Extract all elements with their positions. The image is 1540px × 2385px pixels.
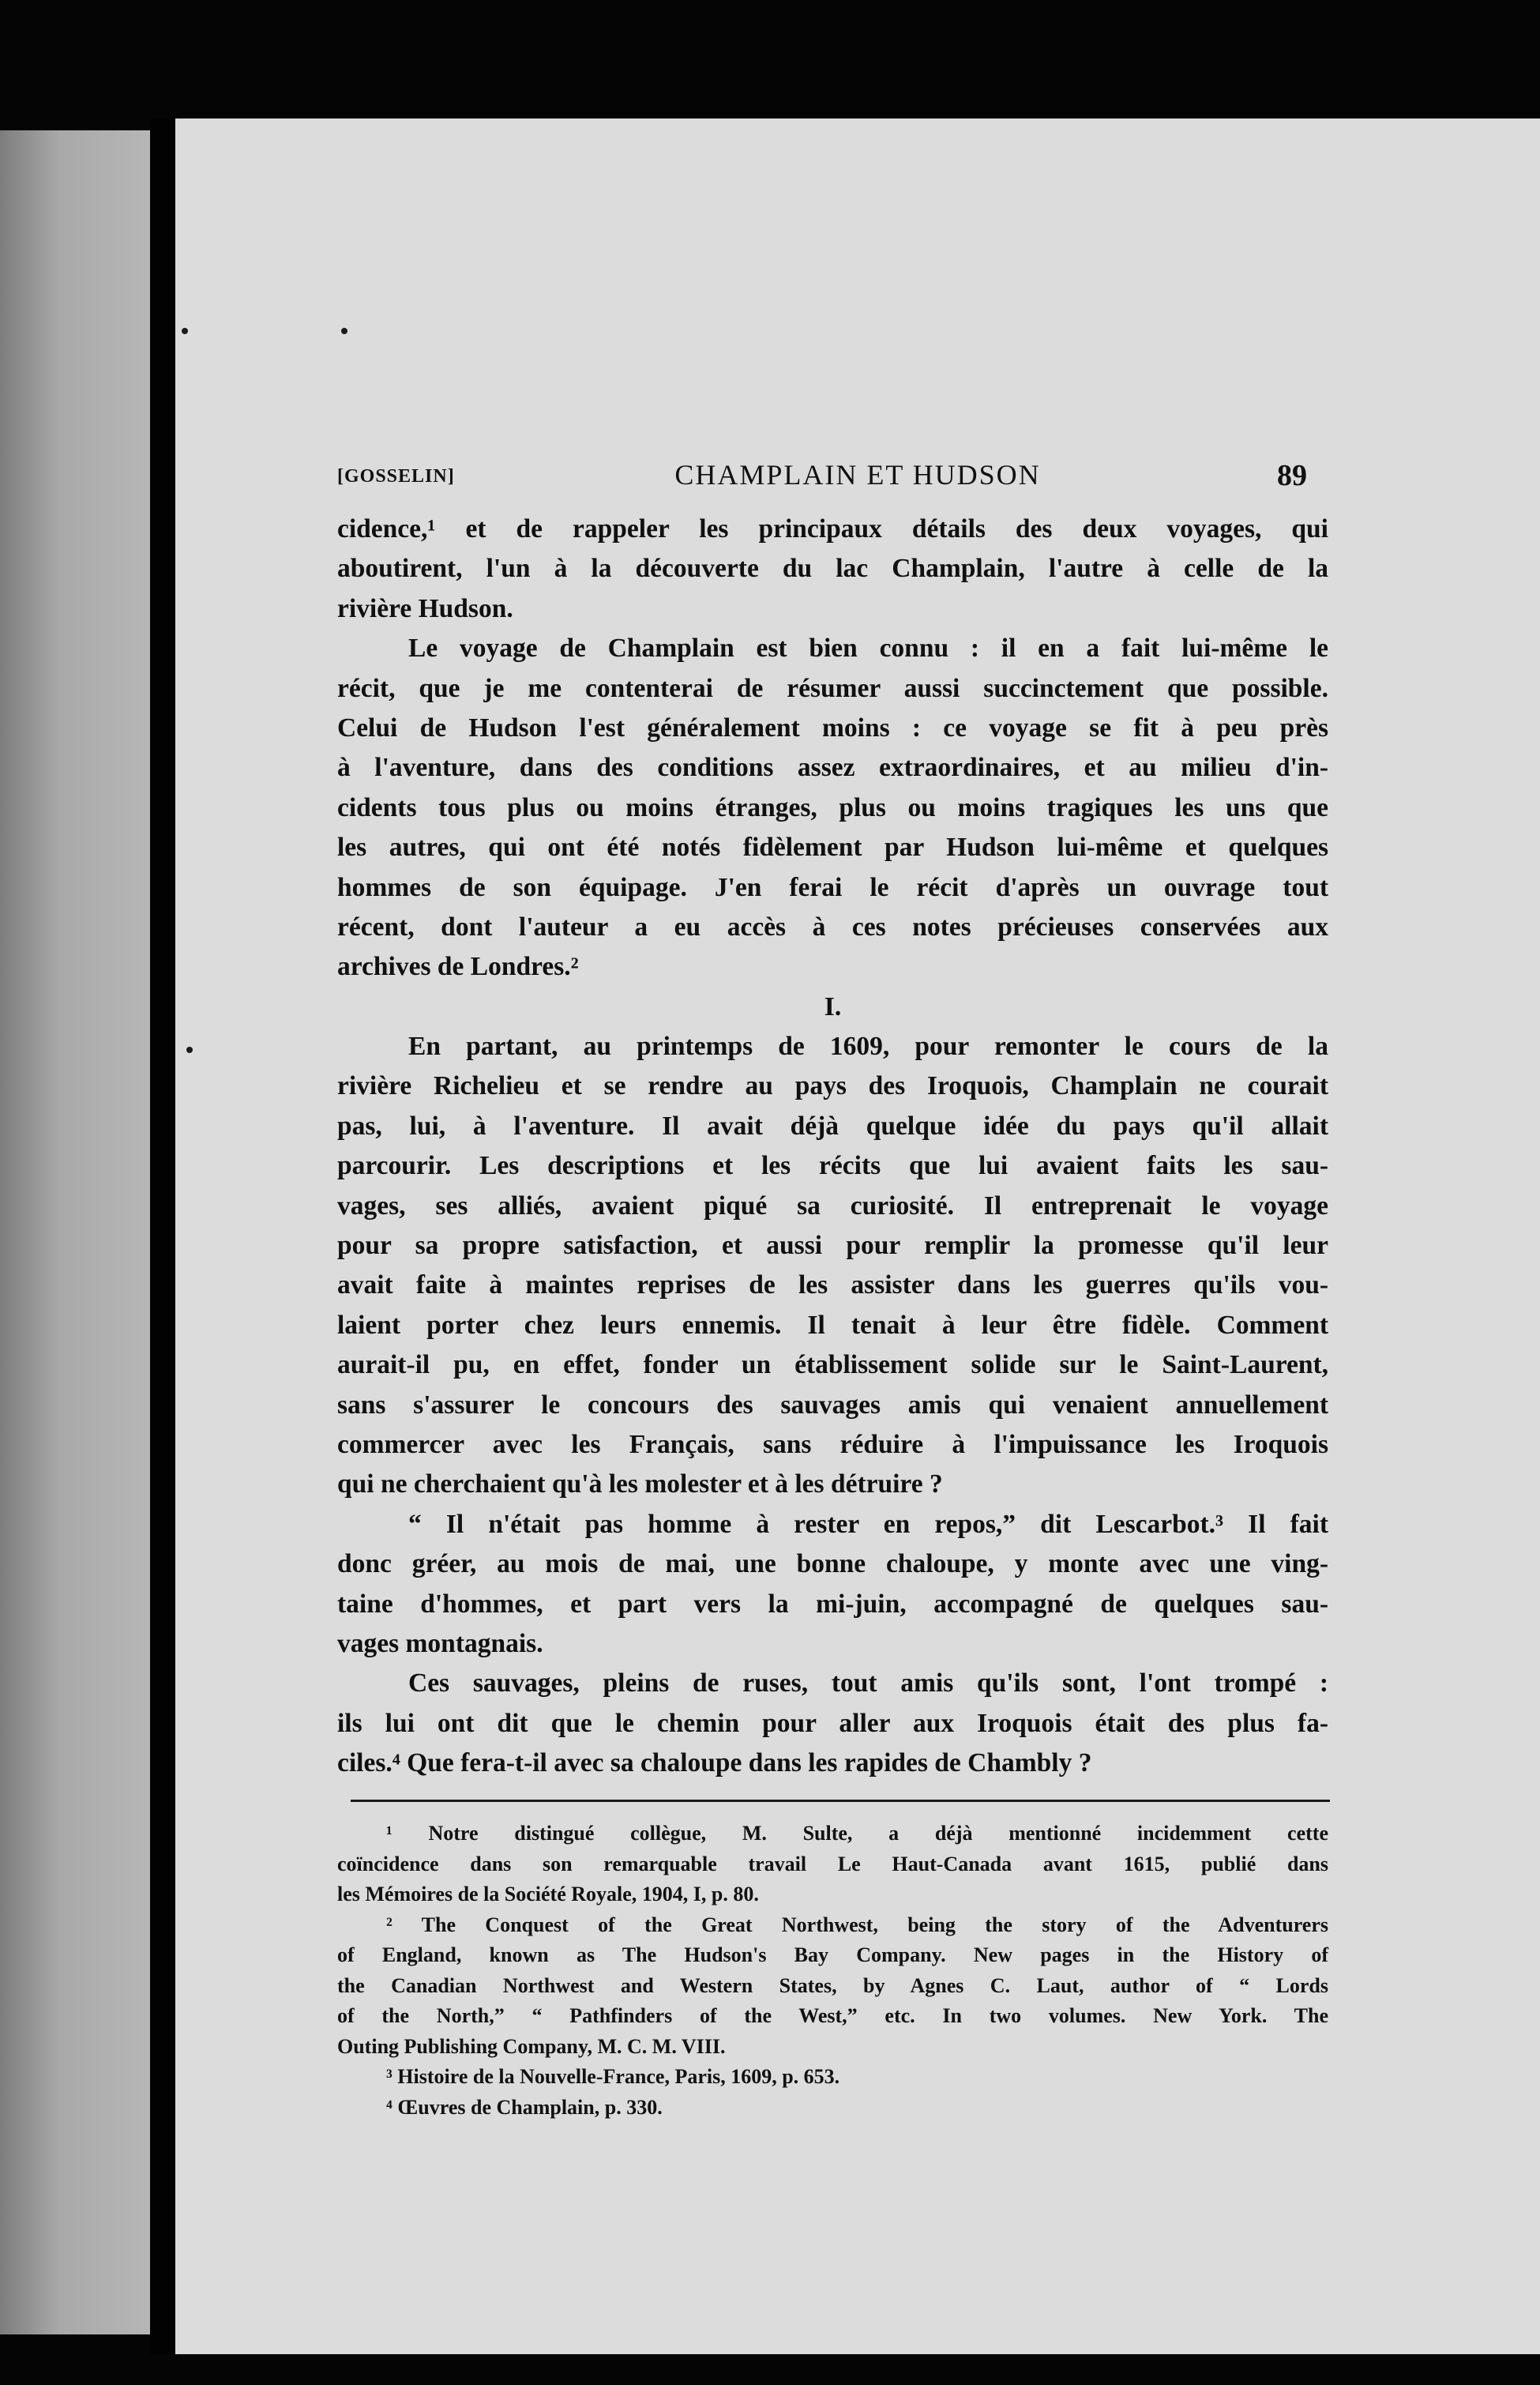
text-line: I. — [824, 991, 842, 1021]
header-title: CHAMPLAIN ET HUDSON — [674, 459, 1041, 491]
text-line: En partant, au printemps de 1609, pour remonter le cours de la — [408, 1032, 1328, 1062]
text-line: vages, ses alliés, avaient piqué sa curiosité. Il entreprenait le voyage — [337, 1191, 1328, 1221]
text-line: récent, dont l'auteur a eu accès à ces notes précieuses conservées aux — [337, 912, 1328, 942]
speck-1 — [341, 328, 347, 334]
footnote-line: of England, known as The Hudson's Bay Company. New pages in the History of — [337, 1943, 1328, 1966]
footnote-line: les Mémoires de la Société Royale, 1904, I, p. 80. — [337, 1883, 759, 1905]
text-line: cidents tous plus ou moins étranges, plus ou moins tragiques les uns que — [337, 792, 1328, 822]
footnote-line: ² The Conquest of the Great Northwest, being the story of the Adventurers — [386, 1913, 1328, 1936]
text-line: à l'aventure, dans des conditions assez extraordinaires, et au milieu d'in- — [337, 753, 1328, 783]
text-line: pour sa propre satisfaction, et aussi pour remplir la promesse qu'il leur — [337, 1231, 1328, 1261]
text-line: donc gréer, au mois de mai, une bonne chaloupe, y monte avec une ving- — [337, 1549, 1328, 1579]
header-author: [GOSSELIN] — [337, 466, 455, 487]
text-line: Celui de Hudson l'est généralement moins : ce voyage se fit à peu près — [337, 713, 1328, 743]
page-number: 89 — [1277, 459, 1307, 492]
text-line: rivière Hudson. — [337, 593, 513, 623]
footnote-line: coïncidence dans son remarquable travail Le Haut-Canada avant 1615, publié dans — [337, 1852, 1328, 1875]
footnote-line: ³ Histoire de la Nouvelle-France, Paris, 1609, p. 653. — [386, 2065, 840, 2088]
footnote-line: ¹ Notre distingué collègue, M. Sulte, a déjà mentionné incidemment cette — [386, 1822, 1328, 1845]
text-line: avait faite à maintes reprises de les assister dans les guerres qu'ils vou- — [337, 1270, 1328, 1300]
facing-page-edge — [0, 130, 150, 2334]
text-line: ils lui ont dit que le chemin pour aller aux Iroquois était des plus fa- — [337, 1708, 1328, 1738]
footnote-line: of the North,” “ Pathfinders of the West,” etc. In two volumes. New York. The — [337, 2004, 1328, 2027]
speck-2 — [182, 328, 188, 334]
text-line: aurait-il pu, en effet, fonder un établissement solide sur le Saint-Laurent, — [337, 1350, 1328, 1380]
footnote-line: ⁴ Œuvres de Champlain, p. 330. — [386, 2095, 663, 2119]
text-line: parcourir. Les descriptions et les récits que lui avaient faits les sau- — [337, 1151, 1328, 1181]
footnote-line: the Canadian Northwest and Western States, by Agnes C. Laut, author of “ Lords — [337, 1973, 1328, 1997]
text-line: archives de Londres.² — [337, 952, 579, 982]
book-page — [175, 118, 1540, 2354]
text-line: sans s'assurer le concours des sauvages amis qui venaient annuellement — [337, 1390, 1328, 1420]
gutter-shadow — [150, 118, 175, 2354]
footnote-rule — [351, 1800, 1330, 1802]
text-line: “ Il n'était pas homme à rester en repos,” dit Lescarbot.³ Il fait — [408, 1509, 1328, 1539]
text-line: les autres, qui ont été notés fidèlement par Hudson lui-même et quelques — [337, 833, 1328, 863]
text-line: cidence,¹ et de rappeler les principaux détails des deux voyages, qui — [337, 514, 1328, 544]
text-line: commercer avec les Français, sans réduire à l'impuissance les Iroquois — [337, 1429, 1328, 1459]
text-line: qui ne cherchaient qu'à les molester et à les détruire ? — [337, 1469, 943, 1499]
text-line: pas, lui, à l'aventure. Il avait déjà quelque idée du pays qu'il allait — [337, 1111, 1328, 1141]
text-line: Ces sauvages, pleins de ruses, tout amis qu'ils sont, l'ont trompé : — [408, 1668, 1328, 1698]
speck-3 — [186, 1047, 193, 1053]
text-line: vages montagnais. — [337, 1628, 543, 1658]
text-line: aboutirent, l'un à la découverte du lac Champlain, l'autre à celle de la — [337, 554, 1328, 584]
footnotes — [337, 1819, 1328, 2123]
text-line: ciles.⁴ Que fera-t-il avec sa chaloupe dans les rapides de Chambly ? — [337, 1748, 1092, 1778]
text-line: hommes de son équipage. J'en ferai le récit d'après un ouvrage tout — [337, 872, 1328, 902]
footnote-line: Outing Publishing Company, M. C. M. VIII. — [337, 2034, 726, 2058]
text-line: récit, que je me contenterai de résumer aussi succinctement que possible. — [337, 673, 1328, 703]
body-text — [337, 510, 1328, 1784]
running-header — [175, 458, 1540, 498]
text-line: rivière Richelieu et se rendre au pays des Iroquois, Champlain ne courait — [337, 1071, 1328, 1101]
text-line: Le voyage de Champlain est bien connu : il en a fait lui-même le — [408, 634, 1328, 664]
text-line: laient porter chez leurs ennemis. Il tenait à leur être fidèle. Comment — [337, 1310, 1328, 1340]
text-line: taine d'hommes, et part vers la mi-juin, accompagné de quelques sau- — [337, 1589, 1328, 1619]
